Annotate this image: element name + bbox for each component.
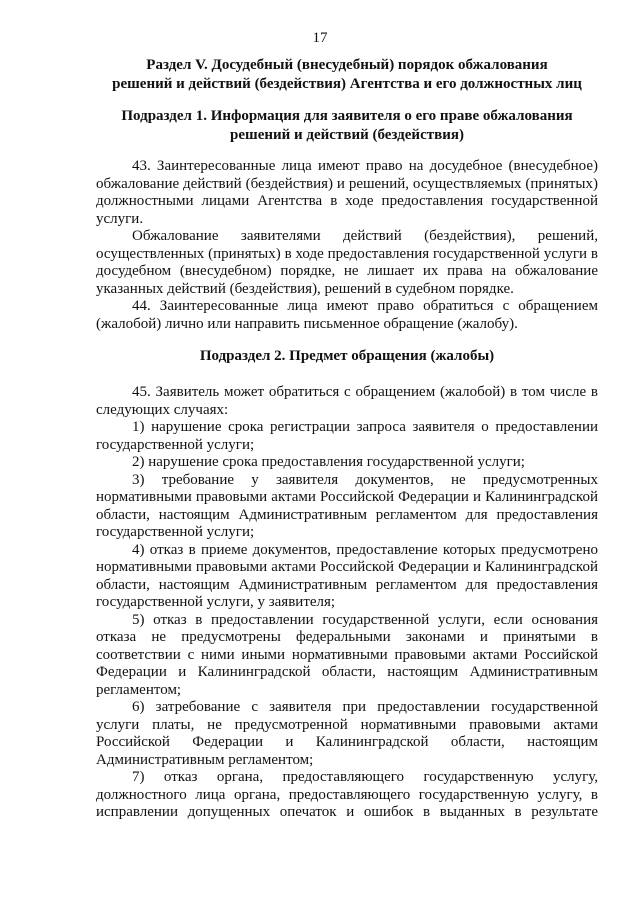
list-item-4: 4) отказ в приеме документов, предоставление которых предусмотрено нормативными правовыми актами Российской Федерации и Калининградской области, настоящим Административным регламентом для предоставления государственной услуги, у заявителя; (96, 541, 598, 610)
paragraph-43: 43. Заинтересованные лица имеют право на досудебное (внесудебное) обжалование действий (бездействия) и решений, осуществляемых (принятых) должностными лицами Агентства в ходе предоставления государственной услуги. (96, 158, 598, 227)
subsection-2-body (96, 384, 598, 822)
section-title-line-2: решений и действий (бездействия) Агентства и его должностных лиц (112, 76, 582, 92)
list-item-5: 5) отказ в предоставлении государственной услуги, если основания отказа не предусмотрены федеральными законами и принятыми в соответствии с ними иными нормативными правовыми актами Российской Федерации и Калининградской области, настоящим Административным регламентом; (96, 611, 598, 698)
page-number: 17 (312, 30, 328, 46)
list-item-3: 3) требование у заявителя документов, не предусмотренных нормативными правовыми актами Российской Федерации и Калининградской области, настоящим Административным регламентом для предоставления государственной услуги; (96, 471, 598, 540)
paragraph-43-continued: Обжалование заявителями действий (бездействия), решений, осуществленных (принятых) в ходе предоставления государственной услуги в досудебном (внесудебном) порядке, не лишает их права на обжалование указанных действий (бездействия), решений в судебном порядке. (96, 228, 598, 297)
list-item-7: 7) отказ органа, предоставляющего государственную услугу, должностного лица органа, предоставляющего государственную услугу, в исправлении допущенных опечаток и ошибок в выданных в результате (96, 769, 598, 820)
list-item-1: 1) нарушение срока регистрации запроса заявителя о предоставлении государственной услуги; (96, 419, 598, 453)
subsection-1-title-line-2: решений и действий (бездействия) (230, 127, 464, 143)
section-title-line-1: Раздел V. Досудебный (внесудебный) порядок обжалования (146, 57, 548, 73)
paragraph-44: 44. Заинтересованные лица имеют право обратиться с обращением (жалобой) лично или направить письменное обращение (жалобу). (96, 298, 598, 332)
section-title (96, 56, 598, 94)
subsection-2-title: Подраздел 2. Предмет обращения (жалобы) (199, 348, 495, 364)
list-item-2: 2) нарушение срока предоставления государственной услуги; (132, 454, 525, 470)
subsection-1-title (96, 107, 598, 145)
paragraph-45: 45. Заявитель может обратиться с обращением (жалобой) в том числе в следующих случаях: (96, 384, 598, 418)
subsection-1-title-line-1: Подраздел 1. Информация для заявителя о его праве обжалования (121, 108, 573, 124)
subsection-1-body (96, 158, 598, 333)
list-item-6: 6) затребование с заявителя при предоставлении государственной услуги платы, не предусмотренной нормативными правовыми актами Российской Федерации и Калининградской области, настоящим Административным регламентом; (96, 699, 598, 768)
